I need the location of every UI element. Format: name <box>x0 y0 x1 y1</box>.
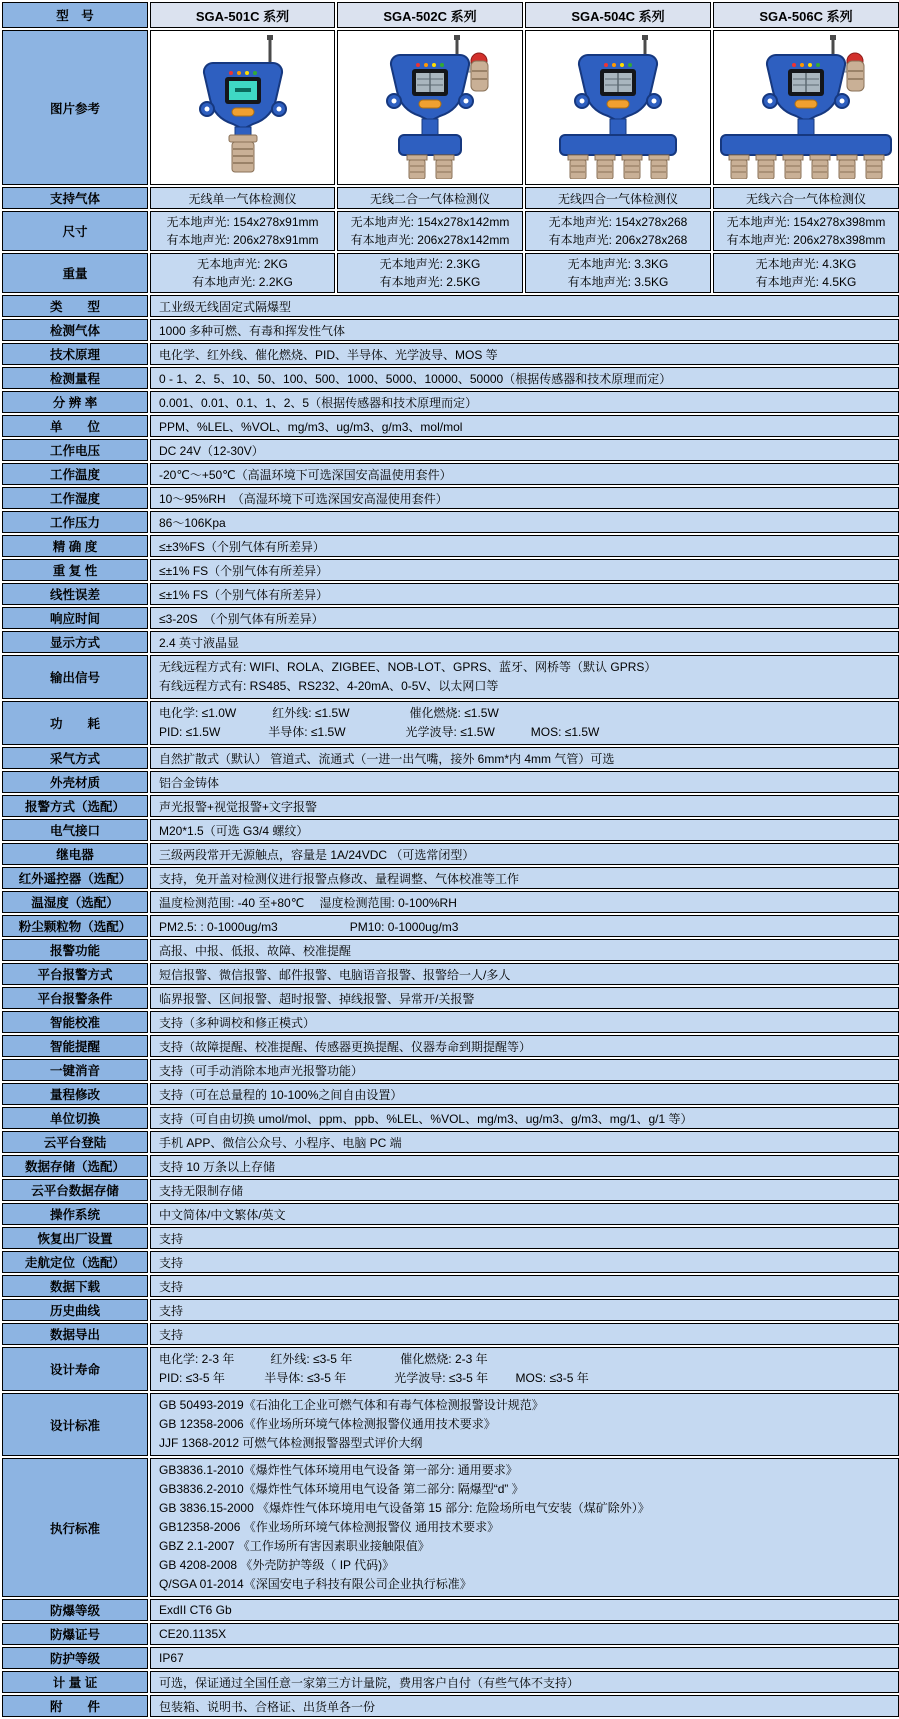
spec-row-value: 0.001、0.01、0.1、1、2、5（根据传感器和技术原理而定） <box>150 391 899 413</box>
spec-row-value: 0 - 1、2、5、10、50、100、500、1000、5000、10000、50000（根据传感器和技术原理而定） <box>150 367 899 389</box>
weight-value-line: 无本地声光: 2KG <box>197 257 288 271</box>
spec-row-value: 86～106Kpa <box>150 511 899 533</box>
spec-row-value: 支持 <box>150 1299 899 1321</box>
spec-row-label: 技术原理 <box>2 343 148 365</box>
spec-row-value-line: 无线远程方式有: WIFI、ROLA、ZIGBEE、NOB-LOT、GPRS、蓝牙、网桥等（默认 GPRS） <box>159 660 657 674</box>
spec-row <box>2 1671 899 1693</box>
weight-value-line: 无本地声光: 3.3KG <box>567 257 669 271</box>
size-value-line: 有本地声光: 206x278x91mm <box>166 233 319 247</box>
spec-row <box>2 1011 899 1033</box>
weight-value <box>525 253 711 293</box>
weight-label: 重量 <box>2 253 148 293</box>
spec-row <box>2 343 899 365</box>
size-value-line: 无本地声光: 154x278x268 <box>548 215 688 229</box>
spec-row-value: 支持无限制存储 <box>150 1179 899 1201</box>
spec-row-label: 继电器 <box>2 843 148 865</box>
spec-row-value: 中文简体/中文繁体/英文 <box>150 1203 899 1225</box>
size-value-line: 有本地声光: 206x278x398mm <box>726 233 886 247</box>
spec-row <box>2 1083 899 1105</box>
spec-row-value: 支持（可自由切换 umol/mol、ppm、ppb、%LEL、%VOL、mg/m3、ug/m3、g/m3、mg/1、g/1 等） <box>150 1107 899 1129</box>
spec-row-value: 1000 多种可燃、有毒和挥发性气体 <box>150 319 899 341</box>
spec-row-label: 一键消音 <box>2 1059 148 1081</box>
spec-row-value: 支持（可在总量程的 10-100%之间自由设置） <box>150 1083 899 1105</box>
spec-row <box>2 1275 899 1297</box>
spec-row-label: 智能校准 <box>2 1011 148 1033</box>
spec-row-value: -20℃～+50℃（高温环境下可选深国安高温使用套件） <box>150 463 899 485</box>
spec-row-label: 平台报警方式 <box>2 963 148 985</box>
size-value-line: 无本地声光: 154x278x142mm <box>350 215 510 229</box>
spec-row-value: 临界报警、区间报警、超时报警、掉线报警、异常开/关报警 <box>150 987 899 1009</box>
size-value-line: 有本地声光: 206x278x268 <box>548 233 688 247</box>
spec-row <box>2 747 899 769</box>
spec-row-value-line: GB3836.1-2010《爆炸性气体环境用电气设备 第一部分: 通用要求》 <box>159 1463 518 1477</box>
spec-row-value: 支持 10 万条以上存储 <box>150 1155 899 1177</box>
model-header: SGA-506C 系列 <box>713 2 899 28</box>
size-row <box>2 211 899 251</box>
spec-row <box>2 915 899 937</box>
spec-row-label: 工作温度 <box>2 463 148 485</box>
spec-row-label: 重 复 性 <box>2 559 148 581</box>
wireless-6in1-gas-detector-image <box>713 30 899 185</box>
spec-row <box>2 1599 899 1621</box>
image-row-label: 图片参考 <box>2 30 148 185</box>
spec-row-label: 红外遥控器（选配） <box>2 867 148 889</box>
spec-row-label: 工作压力 <box>2 511 148 533</box>
spec-row-value: 10～95%RH （高湿环境下可选深国安高湿使用套件） <box>150 487 899 509</box>
spec-row-label: 执行标准 <box>2 1458 148 1597</box>
spec-row <box>2 655 899 699</box>
spec-row <box>2 1623 899 1645</box>
spec-row-value: 可选，保证通过全国任意一家第三方计量院，费用客户自付（有些气体不支持） <box>150 1671 899 1693</box>
weight-value <box>337 253 523 293</box>
spec-row <box>2 535 899 557</box>
spec-row-value-line: GB 4208-2008 《外壳防护等级（ IP 代码)》 <box>159 1558 395 1572</box>
spec-row <box>2 1203 899 1225</box>
spec-row <box>2 939 899 961</box>
spec-row <box>2 631 899 653</box>
spec-row-label: 电气接口 <box>2 819 148 841</box>
spec-row-value: ≤±1% FS（个别气体有所差异） <box>150 559 899 581</box>
size-value <box>713 211 899 251</box>
size-value <box>525 211 711 251</box>
spec-row-value <box>150 1393 899 1456</box>
spec-row <box>2 867 899 889</box>
spec-row-value <box>150 701 899 745</box>
spec-row-value: DC 24V（12-30V） <box>150 439 899 461</box>
spec-row-label: 恢复出厂设置 <box>2 1227 148 1249</box>
spec-row <box>2 819 899 841</box>
supported-gas-value: 无线四合一气体检测仪 <box>525 187 711 209</box>
spec-row-value <box>150 655 899 699</box>
spec-row-label: 量程修改 <box>2 1083 148 1105</box>
spec-row <box>2 607 899 629</box>
spec-row-value: 自然扩散式（默认） 管道式、流通式（一进一出气嘴，接外 6mm*内 4mm 气管）可选 <box>150 747 899 769</box>
spec-row-label: 数据存储（选配） <box>2 1155 148 1177</box>
spec-row-value: 支持，免开盖对检测仪进行报警点修改、量程调整、气体校准等工作 <box>150 867 899 889</box>
spec-row <box>2 1647 899 1669</box>
spec-row-value: 铝合金铸体 <box>150 771 899 793</box>
spec-row-value <box>150 1347 899 1391</box>
spec-row-value: ≤±1% FS（个别气体有所差异） <box>150 583 899 605</box>
spec-row-label: 类 型 <box>2 295 148 317</box>
spec-row-label: 检测气体 <box>2 319 148 341</box>
spec-row-label: 单 位 <box>2 415 148 437</box>
weight-value <box>713 253 899 293</box>
spec-row-label: 防爆等级 <box>2 1599 148 1621</box>
spec-row-value: 手机 APP、微信公众号、小程序、电脑 PC 端 <box>150 1131 899 1153</box>
spec-row-label: 温湿度（选配） <box>2 891 148 913</box>
spec-row-value: PPM、%LEL、%VOL、mg/m3、ug/m3、g/m3、mol/mol <box>150 415 899 437</box>
size-value-line: 有本地声光: 206x278x142mm <box>350 233 510 247</box>
spec-row <box>2 1251 899 1273</box>
spec-row-value: 支持 <box>150 1251 899 1273</box>
spec-row-value: 工业级无线固定式隔爆型 <box>150 295 899 317</box>
spec-row-value: M20*1.5（可选 G3/4 螺纹） <box>150 819 899 841</box>
weight-value-line: 无本地声光: 2.3KG <box>379 257 481 271</box>
spec-row-label: 防爆证号 <box>2 1623 148 1645</box>
spec-row <box>2 1131 899 1153</box>
spec-row-label: 外壳材质 <box>2 771 148 793</box>
model-header: SGA-502C 系列 <box>337 2 523 28</box>
spec-row-value-line: 有线远程方式有: RS485、RS232、4-20mA、0-5V、以太网口等 <box>159 679 499 693</box>
spec-row <box>2 295 899 317</box>
spec-row-value-line: JJF 1368-2012 可燃气体检测报警器型式评价大纲 <box>159 1436 423 1450</box>
spec-row-value-line: 电化学: ≤1.0W 红外线: ≤1.5W 催化燃烧: ≤1.5W <box>159 706 499 720</box>
spec-row-value: 短信报警、微信报警、邮件报警、电脑语音报警、报警给一人/多人 <box>150 963 899 985</box>
spec-row-value: 电化学、红外线、催化燃烧、PID、半导体、光学波导、MOS 等 <box>150 343 899 365</box>
spec-row <box>2 771 899 793</box>
supported-gas-value: 无线单一气体检测仪 <box>150 187 335 209</box>
spec-row <box>2 439 899 461</box>
spec-row <box>2 391 899 413</box>
spec-row-value-line: GB 50493-2019《石油化工企业可燃气体和有毒气体检测报警设计规范》 <box>159 1398 544 1412</box>
spec-row-label: 操作系统 <box>2 1203 148 1225</box>
spec-row <box>2 583 899 605</box>
spec-row-value: 支持（多种调校和修正模式） <box>150 1011 899 1033</box>
spec-row-label: 云平台数据存储 <box>2 1179 148 1201</box>
spec-row-label: 云平台登陆 <box>2 1131 148 1153</box>
spec-row <box>2 511 899 533</box>
spec-row <box>2 1299 899 1321</box>
spec-row-label: 单位切换 <box>2 1107 148 1129</box>
spec-row-label: 精 确 度 <box>2 535 148 557</box>
weight-value-line: 有本地声光: 3.5KG <box>567 275 669 289</box>
spec-row-label: 采气方式 <box>2 747 148 769</box>
spec-row-label: 历史曲线 <box>2 1299 148 1321</box>
spec-row <box>2 367 899 389</box>
spec-row-label: 报警功能 <box>2 939 148 961</box>
spec-row-value: 声光报警+视觉报警+文字报警 <box>150 795 899 817</box>
spec-row-value-line: Q/SGA 01-2014《深国安电子科技有限公司企业执行标准》 <box>159 1577 472 1591</box>
weight-value-line: 有本地声光: 2.2KG <box>192 275 293 289</box>
spec-row <box>2 1059 899 1081</box>
wireless-4in1-gas-detector-image <box>525 30 711 185</box>
spec-row-label: 输出信号 <box>2 655 148 699</box>
spec-row-label: 防护等级 <box>2 1647 148 1669</box>
spec-row-value-line: GB3836.2-2010《爆炸性气体环境用电气设备 第二部分: 隔爆型“d” 》 <box>159 1482 524 1496</box>
spec-row <box>2 415 899 437</box>
supported-gas-label: 支持气体 <box>2 187 148 209</box>
spec-row-value: 包装箱、说明书、合格证、出货单各一份 <box>150 1695 899 1717</box>
spec-row-value: ≤3-20S （个别气体有所差异） <box>150 607 899 629</box>
spec-row-label: 计 量 证 <box>2 1671 148 1693</box>
spec-row-value: ≤±3%FS（个别气体有所差异） <box>150 535 899 557</box>
weight-value-line: 有本地声光: 4.5KG <box>755 275 857 289</box>
spec-row-label: 走航定位（选配） <box>2 1251 148 1273</box>
spec-row <box>2 1035 899 1057</box>
size-value <box>337 211 523 251</box>
spec-row-label: 附 件 <box>2 1695 148 1717</box>
model-header: SGA-504C 系列 <box>525 2 711 28</box>
spec-row-label: 分 辨 率 <box>2 391 148 413</box>
spec-row-value: 2.4 英寸液晶显 <box>150 631 899 653</box>
supported-gas-row <box>2 187 899 209</box>
spec-row-value: 支持 <box>150 1275 899 1297</box>
spec-row-value-line: 电化学: 2-3 年 红外线: ≤3-5 年 催化燃烧: 2-3 年 <box>159 1352 488 1366</box>
spec-row-label: 粉尘颗粒物（选配） <box>2 915 148 937</box>
spec-row-label: 检测量程 <box>2 367 148 389</box>
spec-row <box>2 319 899 341</box>
spec-row <box>2 701 899 745</box>
spec-row <box>2 1347 899 1391</box>
model-row-label: 型 号 <box>2 2 148 28</box>
spec-row <box>2 1155 899 1177</box>
spec-row <box>2 795 899 817</box>
spec-row-label: 智能提醒 <box>2 1035 148 1057</box>
weight-value-line: 有本地声光: 2.5KG <box>379 275 481 289</box>
spec-row <box>2 487 899 509</box>
spec-row <box>2 1227 899 1249</box>
spec-row-value: CE20.1135X <box>150 1623 899 1645</box>
spec-row-value-line: GB 3836.15-2000 《爆炸性气体环境用电气设备第 15 部分: 危险场所电气安装（煤矿除外）》 <box>159 1501 650 1515</box>
spec-row-value: ExdII CT6 Gb <box>150 1599 899 1621</box>
size-value <box>150 211 335 251</box>
spec-row-label: 工作电压 <box>2 439 148 461</box>
spec-row-value-line: GB 12358-2006《作业场所环境气体检测报警仪通用技术要求》 <box>159 1417 496 1431</box>
spec-row-value: 支持（可手动消除本地声光报警功能） <box>150 1059 899 1081</box>
size-value-line: 无本地声光: 154x278x398mm <box>726 215 886 229</box>
supported-gas-value: 无线二合一气体检测仪 <box>337 187 523 209</box>
spec-row-label: 工作湿度 <box>2 487 148 509</box>
spec-row-value: 支持 <box>150 1227 899 1249</box>
spec-row-value <box>150 1458 899 1597</box>
model-header-row <box>2 2 899 28</box>
spec-row-value: 高报、中报、低报、故障、校准提醒 <box>150 939 899 961</box>
spec-row-value: PM2.5: : 0-1000ug/m3 PM10: 0-1000ug/m3 <box>150 915 899 937</box>
spec-row <box>2 1179 899 1201</box>
spec-row <box>2 987 899 1009</box>
spec-row-value-line: GBZ 2.1-2007 《工作场所有害因素职业接触限值》 <box>159 1539 430 1553</box>
spec-row-label: 报警方式（选配） <box>2 795 148 817</box>
spec-row-label: 功 耗 <box>2 701 148 745</box>
spec-row-value-line: PID: ≤3-5 年 半导体: ≤3-5 年 光学波导: ≤3-5 年 MOS: ≤3-5 年 <box>159 1371 589 1385</box>
spec-row-value-line: GB12358-2006 《作业场所环境气体检测报警仪 通用技术要求》 <box>159 1520 500 1534</box>
spec-row <box>2 1695 899 1717</box>
spec-row-value-line: PID: ≤1.5W 半导体: ≤1.5W 光学波导: ≤1.5W MOS: ≤1.5W <box>159 725 600 739</box>
weight-value <box>150 253 335 293</box>
weight-row <box>2 253 899 293</box>
spec-row-label: 线性误差 <box>2 583 148 605</box>
wireless-2in1-gas-detector-image <box>337 30 523 185</box>
image-row <box>2 30 899 185</box>
spec-row-label: 数据导出 <box>2 1323 148 1345</box>
spec-row-label: 平台报警条件 <box>2 987 148 1009</box>
spec-row <box>2 1458 899 1597</box>
size-value-line: 无本地声光: 154x278x91mm <box>166 215 319 229</box>
spec-row-value: 温度检测范围: -40 至+80℃ 湿度检测范围: 0-100%RH <box>150 891 899 913</box>
weight-value-line: 无本地声光: 4.3KG <box>755 257 857 271</box>
spec-row-label: 响应时间 <box>2 607 148 629</box>
spec-row <box>2 1323 899 1345</box>
spec-row-label: 设计寿命 <box>2 1347 148 1391</box>
spec-row <box>2 891 899 913</box>
spec-row <box>2 843 899 865</box>
spec-row-label: 数据下载 <box>2 1275 148 1297</box>
spec-row <box>2 1107 899 1129</box>
spec-row <box>2 963 899 985</box>
spec-row-value: IP67 <box>150 1647 899 1669</box>
wireless-single-gas-detector-image <box>150 30 335 185</box>
spec-row-value: 三级两段常开无源触点，容量是 1A/24VDC （可选常闭型） <box>150 843 899 865</box>
spec-row-value: 支持（故障提醒、校准提醒、传感器更换提醒、仪器寿命到期提醒等） <box>150 1035 899 1057</box>
spec-row-label: 显示方式 <box>2 631 148 653</box>
spec-row-value: 支持 <box>150 1323 899 1345</box>
spec-row <box>2 559 899 581</box>
spec-row <box>2 463 899 485</box>
spec-row <box>2 1393 899 1456</box>
supported-gas-value: 无线六合一气体检测仪 <box>713 187 899 209</box>
model-header: SGA-501C 系列 <box>150 2 335 28</box>
size-label: 尺寸 <box>2 211 148 251</box>
spec-row-label: 设计标准 <box>2 1393 148 1456</box>
